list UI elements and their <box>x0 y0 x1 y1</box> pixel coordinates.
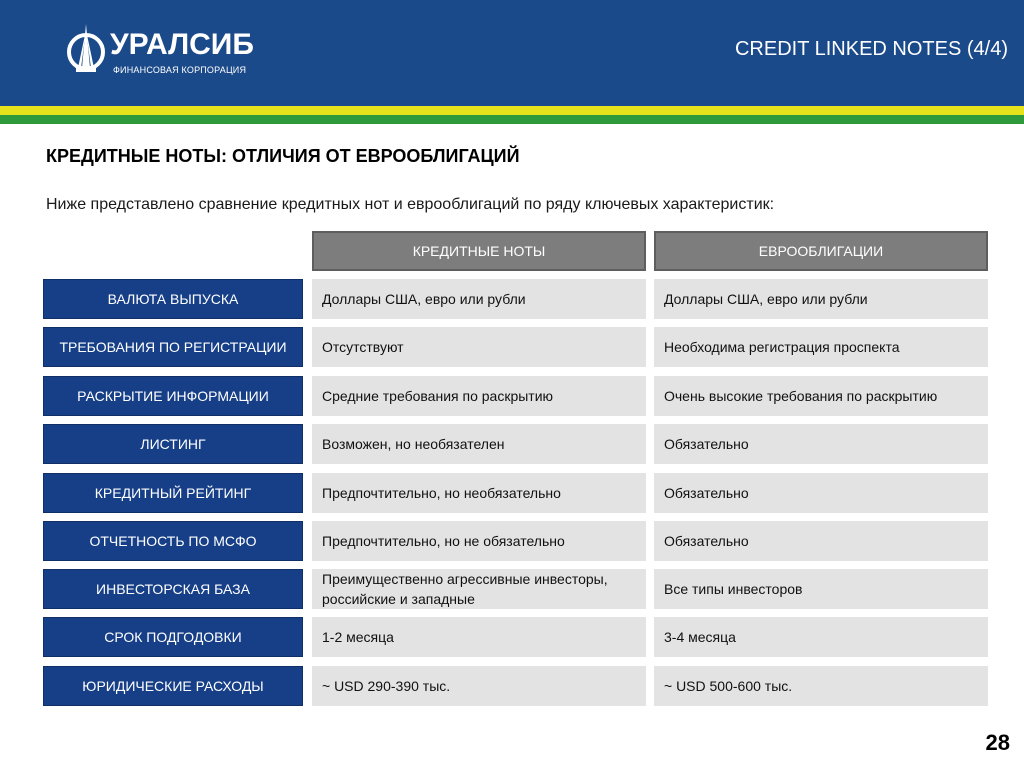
row-label-registration: ТРЕБОВАНИЯ ПО РЕГИСТРАЦИИ <box>43 327 303 367</box>
cell-notes-investor-base: Преимущественно агрессивные инвесторы, российские и западные <box>312 569 646 609</box>
header-bar <box>0 0 1024 106</box>
cell-eurobonds-registration: Необходима регистрация проспекта <box>654 327 988 367</box>
cell-notes-listing: Возможен, но необязателен <box>312 424 646 464</box>
cell-notes-ifrs-reporting: Предпочтительно, но не обязательно <box>312 521 646 561</box>
row-label-issue-currency: ВАЛЮТА ВЫПУСКА <box>43 279 303 319</box>
cell-eurobonds-ifrs-reporting: Обязательно <box>654 521 988 561</box>
cell-eurobonds-preparation-time: 3-4 месяца <box>654 617 988 657</box>
cell-notes-registration: Отсутствуют <box>312 327 646 367</box>
cell-eurobonds-disclosure: Очень высокие требования по раскрытию <box>654 376 988 416</box>
cell-notes-issue-currency: Доллары США, евро или рубли <box>312 279 646 319</box>
row-label-disclosure: РАСКРЫТИЕ ИНФОРМАЦИИ <box>43 376 303 416</box>
green-stripe <box>0 115 1024 124</box>
row-label-investor-base: ИНВЕСТОРСКАЯ БАЗА <box>43 569 303 609</box>
cell-eurobonds-issue-currency: Доллары США, евро или рубли <box>654 279 988 319</box>
logo-name: УРАЛСИБ <box>110 28 254 61</box>
cell-notes-disclosure: Средние требования по раскрытию <box>312 376 646 416</box>
tower-logo-icon <box>64 22 108 78</box>
company-logo <box>64 22 254 82</box>
slide-header-title: CREDIT LINKED NOTES (4/4) <box>734 38 1008 60</box>
column-header-eurobonds: ЕВРООБЛИГАЦИИ <box>654 231 988 271</box>
row-label-listing: ЛИСТИНГ <box>43 424 303 464</box>
cell-eurobonds-listing: Обязательно <box>654 424 988 464</box>
cell-eurobonds-legal-costs: ~ USD 500-600 тыс. <box>654 666 988 706</box>
row-label-legal-costs: ЮРИДИЧЕСКИЕ РАСХОДЫ <box>43 666 303 706</box>
row-label-preparation-time: СРОК ПОДГОДОВКИ <box>43 617 303 657</box>
logo-subtitle: ФИНАНСОВАЯ КОРПОРАЦИЯ <box>113 65 247 75</box>
cell-eurobonds-investor-base: Все типы инвесторов <box>654 569 988 609</box>
row-label-ifrs-reporting: ОТЧЕТНОСТЬ ПО МСФО <box>43 521 303 561</box>
cell-eurobonds-credit-rating: Обязательно <box>654 473 988 513</box>
column-header-credit-notes: КРЕДИТНЫЕ НОТЫ <box>312 231 646 271</box>
row-label-credit-rating: КРЕДИТНЫЙ РЕЙТИНГ <box>43 473 303 513</box>
yellow-stripe <box>0 106 1024 115</box>
intro-text: Ниже представлено сравнение кредитных нот и еврооблигаций по ряду ключевых характеристик: <box>46 196 775 213</box>
cell-notes-preparation-time: 1-2 месяца <box>312 617 646 657</box>
section-title: КРЕДИТНЫЕ НОТЫ: ОТЛИЧИЯ ОТ ЕВРООБЛИГАЦИЙ <box>46 146 520 166</box>
cell-notes-legal-costs: ~ USD 290-390 тыс. <box>312 666 646 706</box>
page-number: 28 <box>985 730 1010 755</box>
cell-notes-credit-rating: Предпочтительно, но необязательно <box>312 473 646 513</box>
